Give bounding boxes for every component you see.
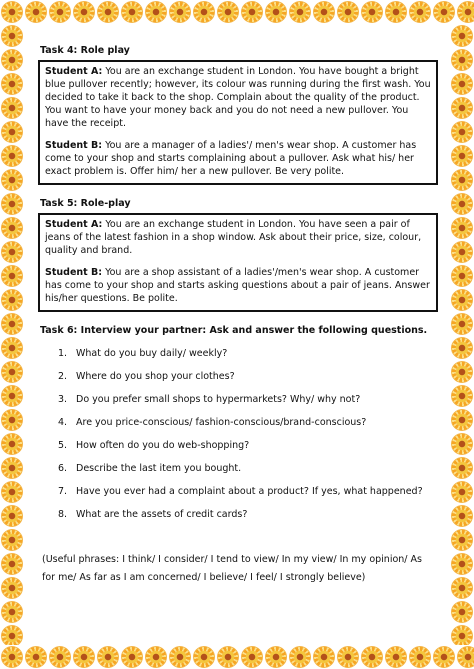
list-item bbox=[58, 485, 438, 508]
flower-icon bbox=[385, 1, 407, 23]
flower-icon bbox=[1, 73, 23, 95]
question-number: 7. bbox=[58, 486, 68, 497]
flower-icon bbox=[451, 145, 473, 167]
flower-icon bbox=[451, 241, 473, 263]
list-item bbox=[58, 508, 438, 531]
flower-icon bbox=[25, 646, 47, 668]
question-list bbox=[38, 347, 438, 531]
flower-icon bbox=[1, 121, 23, 143]
list-item bbox=[58, 347, 438, 370]
flower-icon bbox=[1, 337, 23, 359]
flower-icon bbox=[217, 646, 239, 668]
flower-icon bbox=[121, 1, 143, 23]
flower-icon bbox=[451, 193, 473, 215]
flower-icon bbox=[451, 337, 473, 359]
flower-icon bbox=[265, 646, 287, 668]
question-text: What do you buy daily/ weekly? bbox=[76, 348, 228, 359]
flower-icon bbox=[451, 529, 473, 551]
flower-icon bbox=[409, 1, 431, 23]
question-text: Do you prefer small shops to hypermarkets? Why/ why not? bbox=[76, 394, 361, 405]
flower-icon bbox=[1, 49, 23, 71]
list-item bbox=[58, 462, 438, 485]
flower-icon bbox=[169, 1, 191, 23]
task5-student-a bbox=[45, 218, 432, 257]
flower-icon bbox=[49, 1, 71, 23]
flower-icon bbox=[1, 505, 23, 527]
flower-icon bbox=[1, 25, 23, 47]
flower-icon bbox=[1, 289, 23, 311]
flower-icon bbox=[1, 385, 23, 407]
flower-icon bbox=[1, 433, 23, 455]
flower-icon bbox=[1, 646, 23, 668]
flower-icon bbox=[451, 625, 473, 645]
flower-border-right bbox=[450, 24, 474, 645]
question-number: 4. bbox=[58, 417, 68, 428]
question-number: 1. bbox=[58, 348, 68, 359]
question-text: Where do you shop your clothes? bbox=[76, 371, 235, 382]
question-text: Have you ever had a complaint about a product? If yes, what happened? bbox=[76, 486, 423, 497]
flower-icon bbox=[451, 553, 473, 575]
flower-icon bbox=[433, 646, 455, 668]
flower-icon bbox=[169, 646, 191, 668]
task6-heading: Task 6: Interview your partner: Ask and answer the following questions. bbox=[40, 325, 428, 336]
flower-icon bbox=[25, 1, 47, 23]
flower-icon bbox=[1, 457, 23, 479]
flower-icon bbox=[1, 1, 23, 23]
flower-icon bbox=[361, 646, 383, 668]
flower-border-bottom bbox=[0, 645, 474, 669]
task4-student-b bbox=[45, 139, 432, 178]
flower-icon bbox=[457, 646, 474, 668]
flower-icon bbox=[451, 217, 473, 239]
list-item bbox=[58, 416, 438, 439]
question-text: Describe the last item you bought. bbox=[76, 463, 242, 474]
worksheet-content bbox=[38, 44, 438, 587]
task5-student-b-label: Student B: bbox=[45, 267, 103, 278]
task4-student-b-label: Student B: bbox=[45, 140, 103, 151]
task5-student-a-text: You are an exchange student in London. You have seen a pair of jeans of the latest fashion in a shop window. Ask about their price, size, colour, quality and brand. bbox=[45, 219, 422, 256]
flower-icon bbox=[451, 409, 473, 431]
flower-icon bbox=[289, 646, 311, 668]
flower-icon bbox=[451, 73, 473, 95]
flower-icon bbox=[337, 1, 359, 23]
flower-icon bbox=[313, 646, 335, 668]
flower-icon bbox=[451, 121, 473, 143]
task5-heading: Task 5: Role-play bbox=[40, 198, 131, 209]
flower-icon bbox=[451, 49, 473, 71]
task5-box bbox=[38, 213, 438, 312]
flower-icon bbox=[241, 646, 263, 668]
flower-icon bbox=[193, 1, 215, 23]
flower-icon bbox=[1, 481, 23, 503]
flower-icon bbox=[313, 1, 335, 23]
flower-icon bbox=[451, 361, 473, 383]
flower-icon bbox=[451, 577, 473, 599]
flower-icon bbox=[1, 169, 23, 191]
list-item bbox=[58, 370, 438, 393]
question-number: 2. bbox=[58, 371, 68, 382]
flower-icon bbox=[451, 457, 473, 479]
flower-icon bbox=[451, 169, 473, 191]
flower-icon bbox=[451, 265, 473, 287]
flower-icon bbox=[451, 481, 473, 503]
flower-icon bbox=[1, 625, 23, 645]
flower-icon bbox=[121, 646, 143, 668]
flower-icon bbox=[1, 361, 23, 383]
list-item bbox=[58, 439, 438, 462]
question-number: 3. bbox=[58, 394, 68, 405]
flower-icon bbox=[49, 646, 71, 668]
task5-student-b-text: You are a shop assistant of a ladies'/men's wear shop. A customer has come to your shop and starts asking questions about a pair of jeans. Answer his/her questions. Be polite. bbox=[45, 267, 430, 304]
task4-student-a-text: You are an exchange student in London. You have bought a bright blue pullover recently; however, its colour was running during the first wash. You decided to take it back to the shop. Complain about the quality of the product. You want to have your money back and you do not need a new pullover. You have the receipt. bbox=[45, 66, 431, 129]
flower-icon bbox=[1, 217, 23, 239]
task4-student-a-label: Student A: bbox=[45, 66, 103, 77]
flower-icon bbox=[1, 553, 23, 575]
flower-icon bbox=[217, 1, 239, 23]
flower-icon bbox=[145, 646, 167, 668]
flower-icon bbox=[289, 1, 311, 23]
flower-icon bbox=[451, 385, 473, 407]
question-number: 6. bbox=[58, 463, 68, 474]
task4-student-b-text: You are a manager of a ladies'/ men's wear shop. A customer has come to your shop and starts complaining about a pullover. Ask what his/ her exact problem is. Offer him/ her a new pullover. Be very polite. bbox=[45, 140, 417, 177]
question-text: What are the assets of credit cards? bbox=[76, 509, 248, 520]
flower-border-top bbox=[0, 0, 474, 24]
question-number: 5. bbox=[58, 440, 68, 451]
flower-icon bbox=[97, 646, 119, 668]
flower-icon bbox=[409, 646, 431, 668]
flower-icon bbox=[73, 1, 95, 23]
flower-icon bbox=[451, 97, 473, 119]
flower-icon bbox=[1, 313, 23, 335]
flower-icon bbox=[265, 1, 287, 23]
flower-icon bbox=[451, 25, 473, 47]
flower-icon bbox=[361, 1, 383, 23]
flower-icon bbox=[385, 646, 407, 668]
question-text: Are you price-conscious/ fashion-conscious/brand-conscious? bbox=[76, 417, 367, 428]
flower-icon bbox=[73, 646, 95, 668]
task4-student-a bbox=[45, 65, 432, 130]
flower-icon bbox=[145, 1, 167, 23]
flower-icon bbox=[451, 313, 473, 335]
flower-icon bbox=[433, 1, 455, 23]
flower-icon bbox=[457, 1, 474, 23]
flower-icon bbox=[1, 529, 23, 551]
flower-icon bbox=[451, 601, 473, 623]
flower-border-left bbox=[0, 24, 24, 645]
flower-icon bbox=[1, 241, 23, 263]
useful-phrases: (Useful phrases: I think/ I consider/ I tend to view/ In my view/ In my opinion/ As for me/ As far as I am concerned/ I believe/ I feel/ I strongly believe) bbox=[42, 554, 422, 583]
flower-icon bbox=[193, 646, 215, 668]
flower-icon bbox=[337, 646, 359, 668]
flower-icon bbox=[451, 505, 473, 527]
flower-icon bbox=[1, 577, 23, 599]
flower-icon bbox=[241, 1, 263, 23]
flower-icon bbox=[1, 265, 23, 287]
task5-student-b bbox=[45, 266, 432, 305]
flower-icon bbox=[97, 1, 119, 23]
flower-icon bbox=[1, 601, 23, 623]
flower-icon bbox=[451, 289, 473, 311]
flower-icon bbox=[1, 409, 23, 431]
list-item bbox=[58, 393, 438, 416]
flower-icon bbox=[451, 433, 473, 455]
task5-student-a-label: Student A: bbox=[45, 219, 103, 230]
question-number: 8. bbox=[58, 509, 68, 520]
task4-box bbox=[38, 60, 438, 185]
flower-icon bbox=[1, 97, 23, 119]
flower-icon bbox=[1, 193, 23, 215]
task4-heading: Task 4: Role play bbox=[40, 45, 130, 56]
flower-icon bbox=[1, 145, 23, 167]
question-text: How often do you do web-shopping? bbox=[76, 440, 250, 451]
